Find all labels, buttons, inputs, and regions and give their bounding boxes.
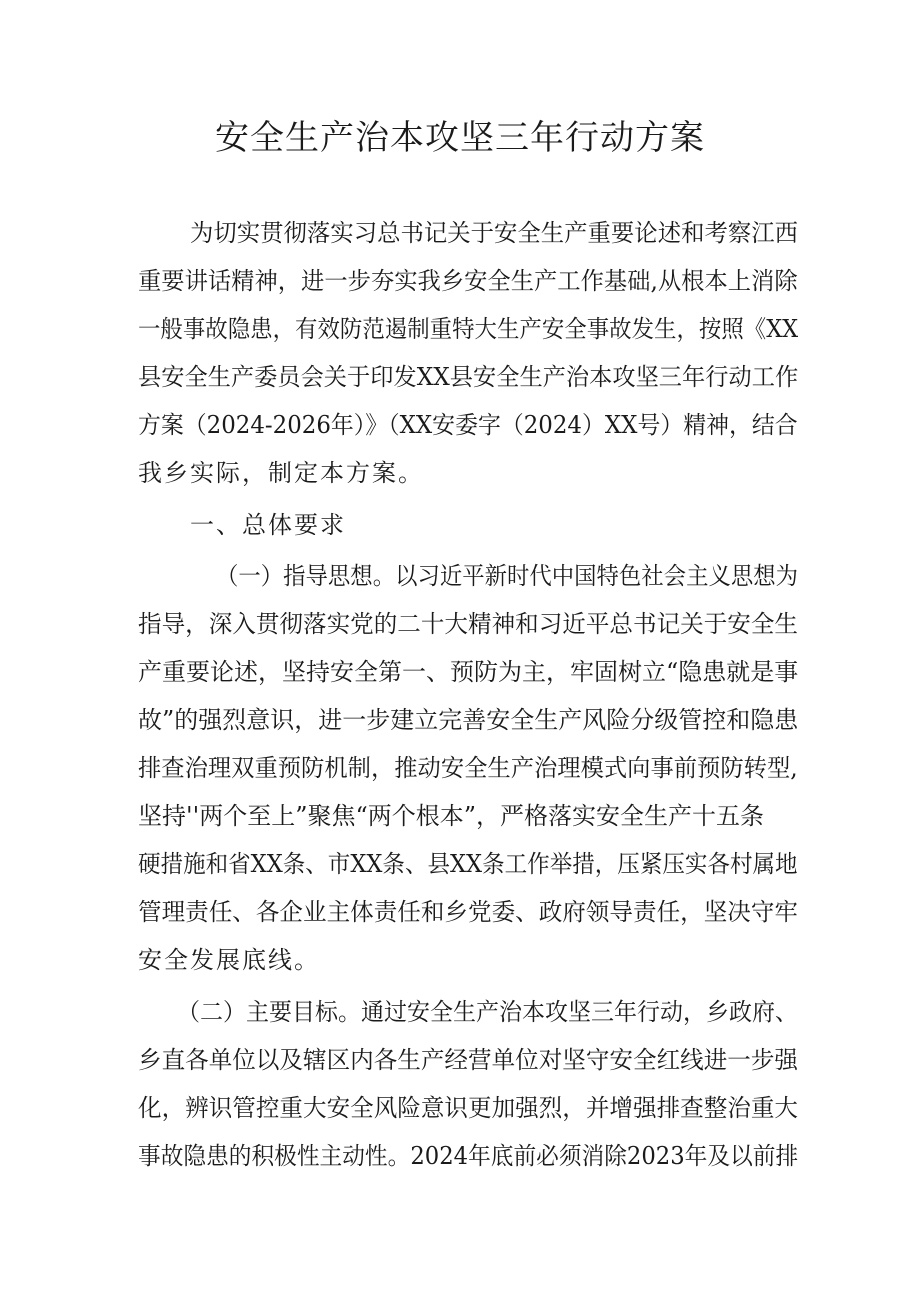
body-line: 县安全生产委员会关于印发XX县安全生产治本攻坚三年行动工作 bbox=[138, 363, 799, 391]
body-line: 一、总体要求 bbox=[190, 511, 346, 539]
body-line: 产重要论述，坚持安全第一、预防为主，牢固树立“隐患就是事 bbox=[138, 658, 799, 686]
body-line: （一）指导思想。以习近平新时代中国特色社会主义思想为 bbox=[216, 562, 798, 590]
body-line: 硬措施和省XX条、市XX条、县XX条工作举措，压紧压实各村属地 bbox=[138, 850, 798, 878]
body-line: 我乡实际，制定本方案。 bbox=[138, 459, 424, 487]
body-line: 安全发展底线。 bbox=[138, 946, 320, 974]
body-line: 乡直各单位以及辖区内各生产经营单位对坚守安全红线进一步强 bbox=[138, 1046, 798, 1074]
body-line: 重要讲话精神，进一步夯实我乡安全生产工作基础,从根本上消除 bbox=[138, 267, 798, 295]
body-line: 方案（2024-2026年）》（XX安委字（2024）XX号）精神，结合 bbox=[138, 411, 798, 439]
body-line: 故”的强烈意识，进一步建立完善安全生产风险分级管控和隐患 bbox=[138, 706, 799, 734]
body-line: 事故隐患的积极性主动性。2024年底前必须消除2023年及以前排 bbox=[138, 1142, 799, 1170]
body-line: 坚持''两个至上”聚焦“两个根本”，严格落实安全生产十五条 bbox=[138, 802, 765, 830]
body-line: 管理责任、各企业主体责任和乡党委、政府领导责任，坚决守牢 bbox=[138, 898, 798, 926]
body-line: （二）主要目标。通过安全生产治本攻坚三年行动，乡政府、 bbox=[177, 998, 798, 1026]
body-line: 指导，深入贯彻落实党的二十大精神和习近平总书记关于安全生 bbox=[138, 610, 798, 638]
body-line: 一般事故隐患，有效防范遏制重特大生产安全事故发生，按照《XX bbox=[138, 315, 799, 343]
body-line: 化，辨识管控重大安全风险意识更加强烈，并增强排查整治重大 bbox=[138, 1094, 798, 1122]
body-line: 为切实贯彻落实习总书记关于安全生产重要论述和考察江西 bbox=[190, 219, 798, 247]
body-line: 排查治理双重预防机制，推动安全生产治理模式向事前预防转型, bbox=[138, 754, 798, 782]
document-title: 安全生产治本攻坚三年行动方案 bbox=[215, 118, 705, 158]
